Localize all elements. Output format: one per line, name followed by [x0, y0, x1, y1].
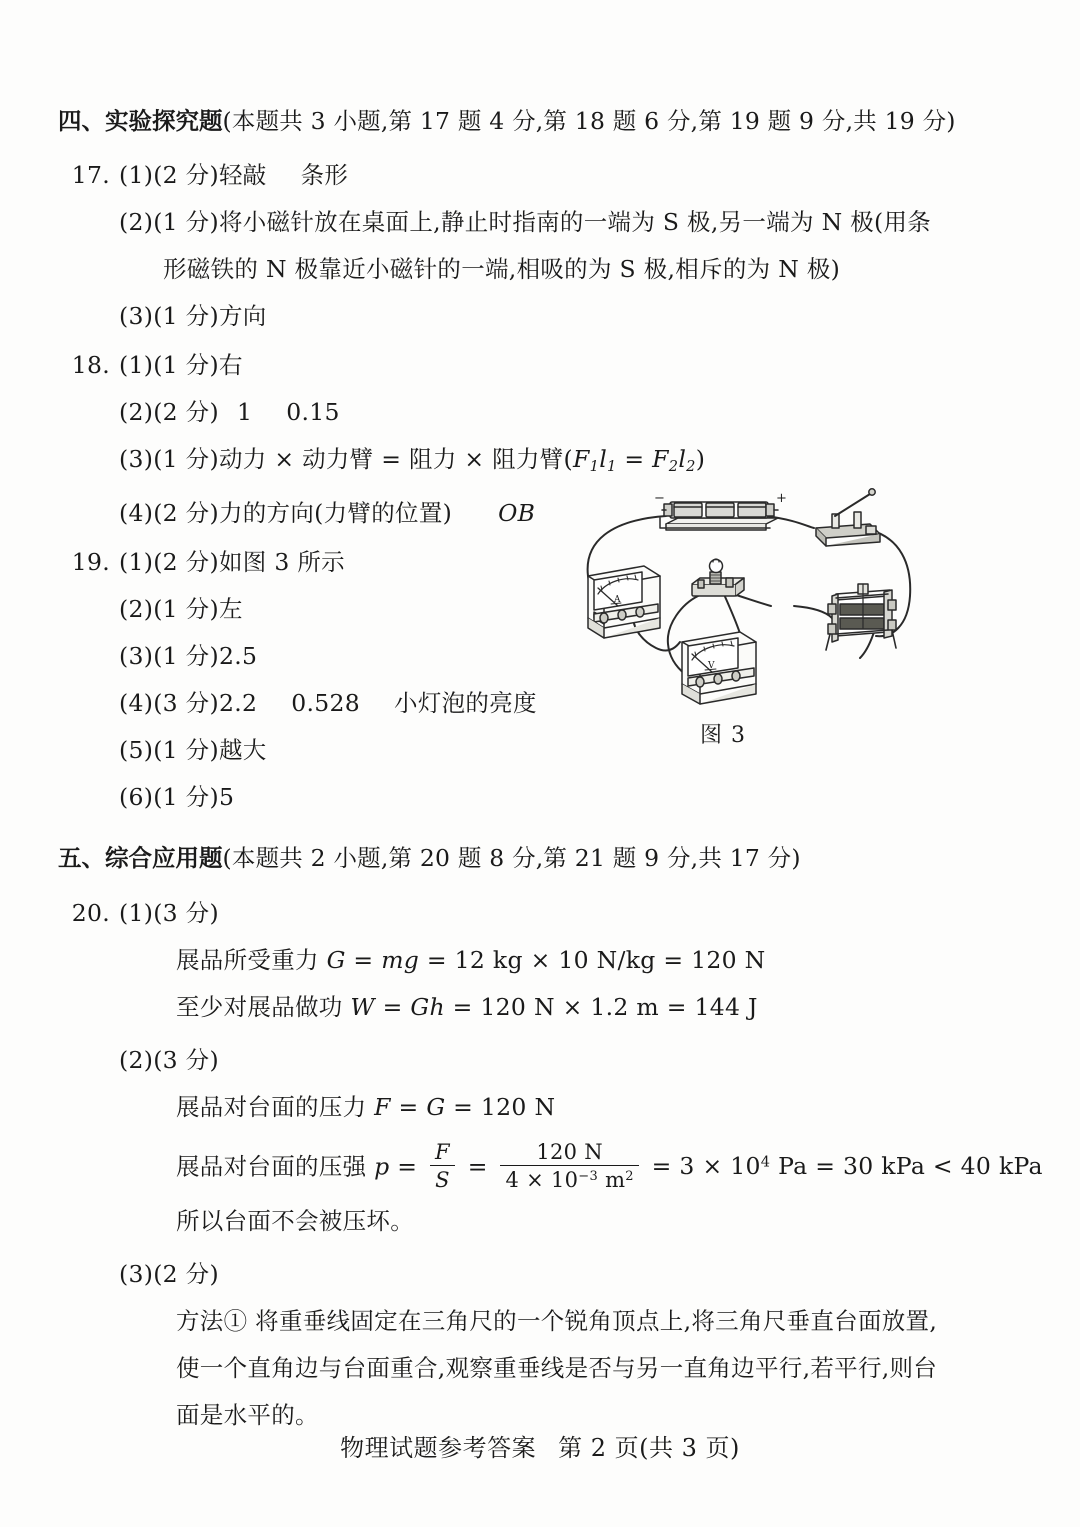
figure-3-caption: 图 3: [700, 723, 746, 748]
work-formula: W = Gh = 120 N × 1.2 m = 144 J: [350, 992, 758, 1021]
question-17-item-3: [58, 293, 958, 340]
question-20-part-3-line-1: [58, 1298, 958, 1345]
question-20-part-3-label: [58, 1251, 958, 1298]
figure-3-circuit-diagram: [570, 472, 940, 762]
item-answer-tail: ): [695, 445, 706, 474]
item-answer: 力的方向(力臂的位置): [218, 499, 453, 528]
question-18-number: 18.: [71, 351, 110, 380]
item-label: (2)(2 分): [119, 398, 219, 427]
ammeter-label: A: [614, 595, 621, 605]
fraction-numerator: 120 N: [536, 1140, 603, 1165]
method-text: 面是水平的。: [176, 1401, 319, 1430]
conclusion-text: 所以台面不会被压坏。: [176, 1207, 414, 1236]
item-answer: 1: [236, 398, 253, 427]
question-18-item-2: [58, 389, 958, 436]
pressure-symbol: p: [374, 1152, 390, 1181]
force-formula: F = G = 120 N: [374, 1092, 556, 1121]
knife-switch-icon: [816, 489, 880, 546]
question-17-item-2-cont: [58, 246, 958, 293]
fraction-denominator: S: [430, 1165, 455, 1193]
part-label: (3)(2 分): [119, 1260, 219, 1289]
item-answer: 右: [218, 351, 243, 380]
item-label: (1)(2 分): [119, 161, 219, 190]
item-label: (1)(1 分): [119, 351, 219, 380]
method-text: 使一个直角边与台面重合,观察重垂线是否与另一直角边平行,若平行,则台: [176, 1354, 938, 1383]
fraction-F-over-S: [430, 1140, 455, 1193]
item-label: (4)(3 分): [119, 689, 219, 718]
section-4-subtitle: (本题共 3 小题,第 17 题 4 分,第 18 题 6 分,第 19 题 9 分,共 19 分): [222, 107, 956, 135]
item-answer: 轻敲: [218, 161, 267, 190]
question-19-item-6: [58, 774, 958, 821]
lever-formula: $F_1l_1 = F_2l_2$: [573, 445, 696, 476]
item-answer-2: 0.528: [291, 689, 361, 718]
item-label: (2)(1 分): [119, 595, 219, 624]
question-20-part-2-label: [58, 1037, 958, 1084]
item-answer: 越大: [218, 736, 267, 765]
equals-1: =: [389, 1152, 426, 1181]
page-footer: [0, 1428, 1080, 1463]
question-20-part-2-line-3: [58, 1198, 958, 1245]
question-20-part-1-label: [58, 890, 958, 937]
pressure-result: = $3 \times 10^4$ Pa = 30 kPa < 40 kPa: [643, 1152, 1043, 1181]
question-20-part-1-line-2: [58, 984, 958, 1031]
section-5-title: 五、综合应用题: [58, 844, 223, 873]
item-answer: 左: [218, 595, 243, 624]
line-text: 展品对台面的压力: [176, 1092, 375, 1121]
item-answer-2: 条形: [300, 161, 349, 190]
section-5-subtitle: (本题共 2 小题,第 20 题 8 分,第 21 题 9 分,共 17 分): [222, 844, 801, 873]
question-20-part-2-line-2: [58, 1131, 1043, 1199]
question-20-number: 20.: [71, 898, 110, 927]
item-answer-3: 小灯泡的亮度: [394, 689, 537, 718]
question-17-item-1: [58, 152, 958, 199]
item-answer-2: 0.15: [286, 398, 340, 427]
ammeter-icon: [588, 566, 660, 638]
item-label: (6)(1 分): [119, 783, 219, 812]
gravity-formula: G = mg = 12 kg × 10 N/kg = 120 N: [326, 945, 766, 974]
voltmeter-icon: [682, 632, 756, 704]
part-label: (2)(3 分): [119, 1045, 219, 1074]
footer-page-number: 第 2 页(共 3 页): [558, 1434, 740, 1462]
question-20: [58, 890, 1043, 1440]
item-answer-2: OB: [498, 499, 536, 528]
voltmeter-label: V: [708, 661, 715, 671]
section-4-title: 四、实验探究题: [58, 107, 223, 135]
item-label: (5)(1 分): [119, 736, 219, 765]
question-20-part-1-line-1: [58, 937, 958, 984]
section-heading-4: [58, 104, 958, 139]
question-20-part-3-line-2: [58, 1345, 958, 1392]
item-answer: 方向: [218, 302, 267, 331]
item-label: (3)(1 分): [119, 302, 219, 331]
question-18-item-1: [58, 342, 958, 389]
section-heading-5: [58, 841, 958, 876]
item-label: (3)(1 分): [119, 642, 219, 671]
item-label: (1)(2 分): [119, 548, 219, 577]
fraction-denominator: $4 \times 10^{-3}$ $m^2$: [500, 1165, 638, 1193]
fraction-120N-over-area: [500, 1140, 638, 1193]
question-20-part-2-line-1: [58, 1084, 958, 1131]
battery-positive-label: +: [776, 491, 787, 506]
rheostat-icon: [826, 584, 896, 650]
line-text: 展品所受重力: [176, 945, 327, 974]
item-answer: 动力 × 动力臂 = 阻力 × 阻力臂(: [218, 445, 574, 474]
lamp-icon: [692, 559, 744, 596]
equals-2: =: [459, 1152, 496, 1181]
question-17-number: 17.: [71, 161, 110, 190]
question-17-item-2: [58, 199, 958, 246]
question-19-number: 19.: [71, 548, 110, 577]
battery-negative-label: −: [654, 491, 665, 506]
item-answer: 5: [218, 783, 235, 812]
footer-title: 物理试题参考答案: [340, 1434, 537, 1462]
method-text: 方法① 将重垂线固定在三角尺的一个锐角顶点上,将三角尺垂直台面放置,: [176, 1307, 938, 1336]
part-label: (1)(3 分): [119, 898, 219, 927]
item-answer: 2.5: [218, 642, 258, 671]
item-answer-continued: 形磁铁的 N 极靠近小磁针的一端,相吸的为 S 极,相斥的为 N 极): [163, 255, 841, 284]
item-answer: 2.2: [218, 689, 258, 718]
line-text: 展品对台面的压强: [176, 1152, 375, 1181]
question-17: [58, 152, 958, 340]
fraction-numerator: F: [435, 1140, 450, 1165]
line-text: 至少对展品做功: [176, 992, 351, 1021]
item-label: (4)(2 分): [119, 499, 219, 528]
item-answer: 将小磁针放在桌面上,静止时指南的一端为 S 极,另一端为 N 极(用条: [218, 208, 932, 237]
item-label: (3)(1 分): [119, 445, 219, 474]
item-label: (2)(1 分): [119, 208, 219, 237]
page-content: [58, 104, 1043, 1441]
item-answer: 如图 3 所示: [218, 548, 345, 577]
